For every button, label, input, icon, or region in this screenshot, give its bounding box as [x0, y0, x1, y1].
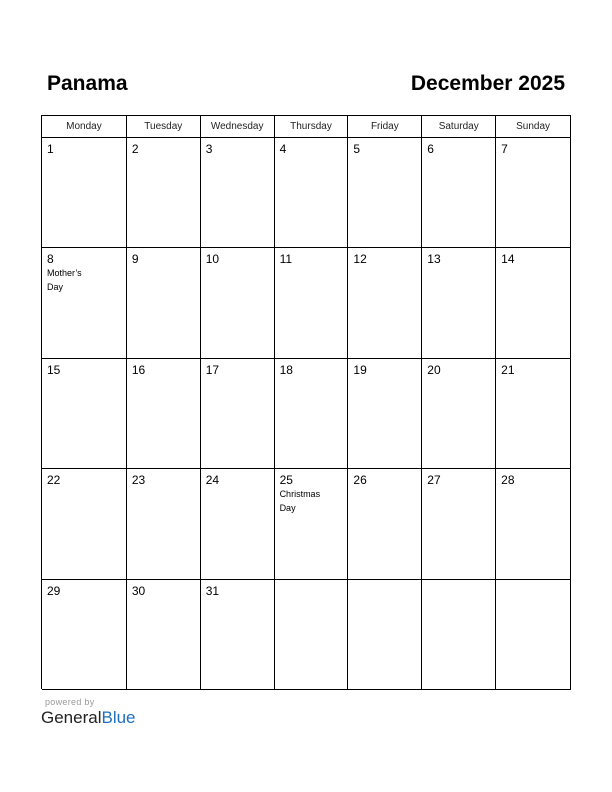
day-cell — [422, 359, 496, 469]
day-cell — [348, 580, 422, 690]
day-cell — [275, 580, 349, 690]
weekday-tuesday: Tuesday — [127, 116, 201, 138]
day-cell — [348, 359, 422, 469]
week-row — [42, 469, 571, 579]
day-number: 26 — [353, 473, 367, 488]
weekday-monday: Monday — [42, 116, 127, 138]
day-number: 27 — [427, 473, 441, 488]
calendar-grid — [41, 115, 571, 689]
day-number: 16 — [131, 362, 146, 377]
week-row — [42, 248, 571, 358]
day-cell — [496, 469, 571, 579]
day-number: 1 — [47, 142, 54, 156]
day-number: 8 — [47, 252, 54, 267]
day-number: 2 — [131, 142, 139, 156]
weekday-header-row — [42, 116, 571, 138]
day-cell — [275, 359, 349, 469]
day-number: 7 — [501, 142, 508, 156]
weekday-saturday: Saturday — [422, 116, 496, 138]
day-cell — [275, 469, 349, 579]
day-cell — [275, 138, 349, 248]
day-cell — [422, 138, 496, 248]
day-number: 24 — [205, 473, 220, 488]
day-cell — [348, 138, 422, 248]
day-cell — [127, 138, 201, 248]
holiday-label: Mother’s Day — [47, 268, 82, 293]
day-cell — [496, 580, 571, 690]
day-cell — [42, 248, 127, 358]
day-cell — [422, 580, 496, 690]
day-cell — [496, 359, 571, 469]
day-cell — [42, 359, 127, 469]
day-cell — [275, 248, 349, 358]
week-row — [42, 138, 571, 248]
day-number: 29 — [47, 583, 61, 598]
logo-text-general: General — [41, 708, 102, 727]
day-cell — [201, 580, 275, 690]
day-cell — [422, 248, 496, 358]
day-number: 18 — [279, 362, 293, 377]
day-number: 21 — [501, 362, 515, 377]
day-number: 20 — [427, 362, 441, 377]
week-row — [42, 359, 571, 469]
day-number: 31 — [205, 583, 220, 598]
day-number: 25 — [279, 473, 293, 488]
day-number: 14 — [501, 252, 515, 267]
day-number: 3 — [205, 142, 213, 156]
month-year-title: December 2025 — [410, 72, 565, 95]
day-number: 11 — [279, 252, 293, 267]
day-cell — [201, 138, 275, 248]
day-cell — [496, 248, 571, 358]
logo-text-blue: Blue — [101, 708, 136, 727]
day-cell — [422, 469, 496, 579]
day-number: 17 — [205, 362, 220, 377]
day-number: 30 — [131, 583, 146, 598]
weekday-wednesday: Wednesday — [201, 116, 275, 138]
day-number: 6 — [427, 142, 434, 156]
day-cell — [348, 248, 422, 358]
day-number: 23 — [131, 473, 146, 488]
day-number: 12 — [353, 252, 367, 267]
day-number: 22 — [47, 473, 61, 488]
day-cell — [127, 580, 201, 690]
generalblue-logo — [41, 708, 136, 728]
day-cell — [201, 469, 275, 579]
day-cell — [127, 469, 201, 579]
day-cell — [42, 138, 127, 248]
day-number: 15 — [47, 362, 61, 377]
day-cell — [201, 359, 275, 469]
day-number: 28 — [501, 473, 515, 488]
day-number: 5 — [353, 142, 361, 156]
day-number: 19 — [353, 362, 367, 377]
day-cell — [42, 580, 127, 690]
day-number: 4 — [279, 142, 287, 156]
country-title: Panama — [47, 72, 128, 95]
day-cell — [348, 469, 422, 579]
holiday-label: Christmas Day — [279, 489, 321, 514]
day-cell — [496, 138, 571, 248]
day-cell — [127, 248, 201, 358]
weeks-container — [42, 138, 571, 690]
day-cell — [127, 359, 201, 469]
day-number: 10 — [205, 252, 220, 267]
powered-by-label: powered by — [45, 697, 95, 707]
weekday-sunday: Sunday — [496, 116, 571, 138]
weekday-friday: Friday — [348, 116, 422, 138]
day-cell — [42, 469, 127, 579]
week-row — [42, 580, 571, 690]
day-number: 9 — [131, 252, 139, 267]
day-number: 13 — [427, 252, 441, 267]
day-cell — [201, 248, 275, 358]
weekday-thursday: Thursday — [275, 116, 349, 138]
